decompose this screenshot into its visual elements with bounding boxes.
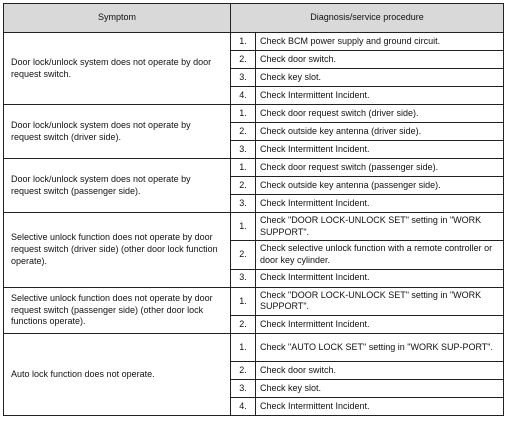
diagnosis-table (3, 3, 504, 416)
table-row (4, 105, 504, 123)
step-number: 1. (231, 287, 256, 315)
step-text: Check selective unlock function with a remote controller or door key cylinder. (256, 241, 504, 269)
step-text: Check door switch. (256, 362, 504, 380)
step-number: 4. (231, 398, 256, 416)
step-text: Check outside key antenna (driver side). (256, 123, 504, 141)
symptom-cell: Door lock/unlock system does not operate by door request switch. (4, 33, 231, 105)
step-number: 1. (231, 159, 256, 177)
step-number: 2. (231, 362, 256, 380)
table-row (4, 213, 504, 241)
step-number: 2. (231, 123, 256, 141)
step-number: 1. (231, 334, 256, 362)
step-text: Check BCM power supply and ground circuit. (256, 33, 504, 51)
step-number: 1. (231, 105, 256, 123)
step-text: Check door request switch (driver side). (256, 105, 504, 123)
table-row (4, 33, 504, 51)
step-number: 2. (231, 316, 256, 334)
step-text: Check "AUTO LOCK SET" setting in "WORK SUP-PORT". (256, 334, 504, 362)
step-text: Check door switch. (256, 51, 504, 69)
step-text: Check Intermittent Incident. (256, 195, 504, 213)
table-row (4, 159, 504, 177)
table-row (4, 334, 504, 362)
step-text: Check Intermittent Incident. (256, 316, 504, 334)
step-text: Check key slot. (256, 380, 504, 398)
symptom-header: Symptom (4, 4, 231, 33)
table-row (4, 287, 504, 315)
header-row (4, 4, 504, 33)
symptom-cell: Door lock/unlock system does not operate by request switch (passenger side). (4, 159, 231, 213)
step-text: Check "DOOR LOCK-UNLOCK SET" setting in "WORK SUPPORT". (256, 287, 504, 315)
step-number: 2. (231, 177, 256, 195)
step-number: 2. (231, 241, 256, 269)
step-text: Check door request switch (passenger side). (256, 159, 504, 177)
procedure-header: Diagnosis/service procedure (231, 4, 504, 33)
step-number: 2. (231, 51, 256, 69)
symptom-cell: Selective unlock function does not operate by door request switch (passenger side) (other door lock functions operate). (4, 287, 231, 333)
step-text: Check Intermittent Incident. (256, 269, 504, 287)
symptom-cell: Auto lock function does not operate. (4, 334, 231, 416)
step-text: Check key slot. (256, 69, 504, 87)
step-text: Check Intermittent Incident. (256, 398, 504, 416)
symptom-cell: Door lock/unlock system does not operate by request switch (driver side). (4, 105, 231, 159)
step-number: 1. (231, 213, 256, 241)
step-text: Check Intermittent Incident. (256, 87, 504, 105)
step-number: 3. (231, 269, 256, 287)
step-number: 4. (231, 87, 256, 105)
step-text: Check Intermittent Incident. (256, 141, 504, 159)
step-number: 3. (231, 195, 256, 213)
diagnosis-table-wrapper (3, 3, 503, 416)
step-text: Check outside key antenna (passenger side). (256, 177, 504, 195)
step-number: 3. (231, 141, 256, 159)
symptom-cell: Selective unlock function does not operate by door request switch (driver side) (other door lock function operate). (4, 213, 231, 288)
step-text: Check "DOOR LOCK-UNLOCK SET" setting in "WORK SUPPORT". (256, 213, 504, 241)
step-number: 1. (231, 33, 256, 51)
step-number: 3. (231, 380, 256, 398)
step-number: 3. (231, 69, 256, 87)
